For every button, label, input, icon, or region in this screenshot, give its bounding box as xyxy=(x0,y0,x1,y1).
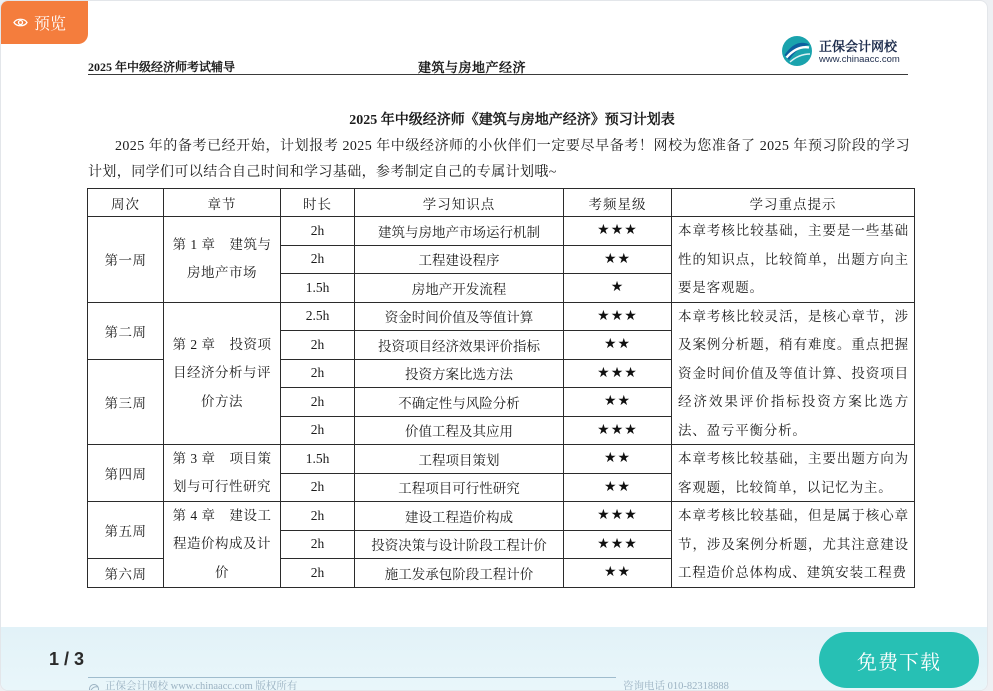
chapter-cell xyxy=(164,302,281,445)
topic-cell: 投资决策与设计阶段工程计价 xyxy=(355,530,564,559)
eye-icon xyxy=(13,17,28,28)
chapter-text: 第 2 章 投资项目经济分析与评价方法 xyxy=(172,336,272,409)
week-cell: 第三周 xyxy=(88,359,164,445)
week-cell: 第五周 xyxy=(88,502,164,559)
stars-cell: ★ xyxy=(564,274,672,303)
doc-footer-copyright: 正保会计网校 www.chinaacc.com 版权所有 xyxy=(105,681,298,691)
doc-title: 2025 年中级经济师《建筑与房地产经济》预习计划表 xyxy=(349,113,675,128)
stars-cell: ★★★ xyxy=(564,302,672,331)
duration-cell: 2h xyxy=(281,359,355,388)
stars-cell: ★★ xyxy=(564,445,672,474)
doc-intro: 2025 年的备考已经开始，计划报考 2025 年中级经济师的小伙伴们一定要尽早备考！网校为您准备了 2025 年预习阶段的学习计划，同学们可以结合自己时间和学习基础，参考制定自己的专属计划哦~ xyxy=(88,139,910,180)
topic-cell: 工程项目策划 xyxy=(355,445,564,474)
stars-cell: ★★ xyxy=(564,388,672,417)
stars-cell: ★★ xyxy=(564,331,672,360)
stars-cell: ★★ xyxy=(564,559,672,588)
topic-cell: 工程建设程序 xyxy=(355,245,564,274)
study-tip-cell xyxy=(672,445,915,502)
column-header-duration: 时长 xyxy=(281,189,355,217)
stars-cell: ★★★ xyxy=(564,217,672,246)
table-row xyxy=(88,502,915,531)
table-row xyxy=(88,445,915,474)
doc-footer-divider xyxy=(88,677,616,678)
duration-cell: 2h xyxy=(281,217,355,246)
topic-cell: 建筑与房地产市场运行机制 xyxy=(355,217,564,246)
study-tip-text: 本章考核比较基础，主要出题方向为客观题，比较简单，以记忆为主。 xyxy=(678,451,909,495)
chapter-text: 第 3 章 项目策划与可行性研究 xyxy=(172,450,272,494)
free-download-button[interactable]: 免费下载 xyxy=(819,632,979,688)
week-cell: 第二周 xyxy=(88,302,164,359)
topic-cell: 施工发承包阶段工程计价 xyxy=(355,559,564,588)
table-body xyxy=(88,217,915,588)
topic-cell: 工程项目可行性研究 xyxy=(355,473,564,502)
duration-cell: 2h xyxy=(281,388,355,417)
doc-header-subject: 建筑与房地产经济 xyxy=(418,60,527,75)
study-tip-cell xyxy=(672,502,915,588)
table-row xyxy=(88,302,915,331)
topic-cell: 房地产开发流程 xyxy=(355,274,564,303)
topic-cell: 建设工程造价构成 xyxy=(355,502,564,531)
topic-cell: 价值工程及其应用 xyxy=(355,416,564,445)
duration-cell: 2h xyxy=(281,559,355,588)
study-tip-text: 本章考核比较基础，但是属于核心章节，涉及案例分析题，尤其注意建设工程造价总体构成、建筑安装工程费 xyxy=(678,508,909,580)
stars-cell: ★★★ xyxy=(564,530,672,559)
chapter-cell xyxy=(164,502,281,588)
column-header-stars: 考频星级 xyxy=(564,189,672,217)
duration-cell: 1.5h xyxy=(281,274,355,303)
table-header-row xyxy=(88,189,915,217)
study-tip-text: 本章考核比较灵活，是核心章节，涉及案例分析题，稍有难度。重点把握资金时间价值及等值计算、投资项目经济效果评价指标投资方案比选方法、盈亏平衡分析。 xyxy=(678,308,909,438)
page-indicator: 1 / 3 xyxy=(49,649,85,669)
column-header-chapter: 章节 xyxy=(164,189,281,217)
table-row xyxy=(88,217,915,246)
topic-cell: 投资方案比选方法 xyxy=(355,359,564,388)
column-header-tips: 学习重点提示 xyxy=(672,189,915,217)
header-divider xyxy=(88,74,908,75)
column-header-week: 周次 xyxy=(88,189,164,217)
topic-cell: 不确定性与风险分析 xyxy=(355,388,564,417)
stars-cell: ★★ xyxy=(564,245,672,274)
study-tip-text: 本章考核比较基础，主要是一些基础性的知识点，比较简单，出题方向主要是客观题。 xyxy=(678,223,909,295)
chinaacc-logo-small-icon xyxy=(89,681,99,691)
duration-cell: 2h xyxy=(281,331,355,360)
duration-cell: 2h xyxy=(281,530,355,559)
stars-cell: ★★ xyxy=(564,473,672,502)
topic-cell: 投资项目经济效果评价指标 xyxy=(355,331,564,360)
preview-badge-label: 预览 xyxy=(34,16,67,33)
duration-cell: 2h xyxy=(281,473,355,502)
chinaacc-logo-icon xyxy=(781,35,813,72)
chapter-cell xyxy=(164,445,281,502)
document-page xyxy=(1,1,987,690)
duration-cell: 2h xyxy=(281,245,355,274)
logo-name: 正保会计网校 xyxy=(819,39,898,54)
column-header-topic: 学习知识点 xyxy=(355,189,564,217)
logo-site: www.chinaacc.com xyxy=(819,54,900,65)
week-cell: 第六周 xyxy=(88,559,164,588)
week-cell: 第四周 xyxy=(88,445,164,502)
preview-badge xyxy=(1,1,88,44)
week-cell: 第一周 xyxy=(88,217,164,303)
study-plan-table xyxy=(87,188,915,588)
chapter-cell xyxy=(164,217,281,303)
doc-header-series: 2025 年中级经济师考试辅导 xyxy=(88,60,236,74)
study-tip-cell xyxy=(672,302,915,445)
chinaacc-logo xyxy=(781,34,907,70)
stars-cell: ★★★ xyxy=(564,416,672,445)
chapter-text: 第 4 章 建设工程造价构成及计价 xyxy=(172,507,272,580)
stars-cell: ★★★ xyxy=(564,502,672,531)
stars-cell: ★★★ xyxy=(564,359,672,388)
duration-cell: 2h xyxy=(281,502,355,531)
duration-cell: 2h xyxy=(281,416,355,445)
doc-footer-phone: 咨询电话 010-82318888 xyxy=(623,681,729,691)
topic-cell: 资金时间价值及等值计算 xyxy=(355,302,564,331)
chapter-text: 第 1 章 建筑与房地产市场 xyxy=(172,236,272,281)
duration-cell: 1.5h xyxy=(281,445,355,474)
duration-cell: 2.5h xyxy=(281,302,355,331)
study-tip-cell xyxy=(672,217,915,303)
